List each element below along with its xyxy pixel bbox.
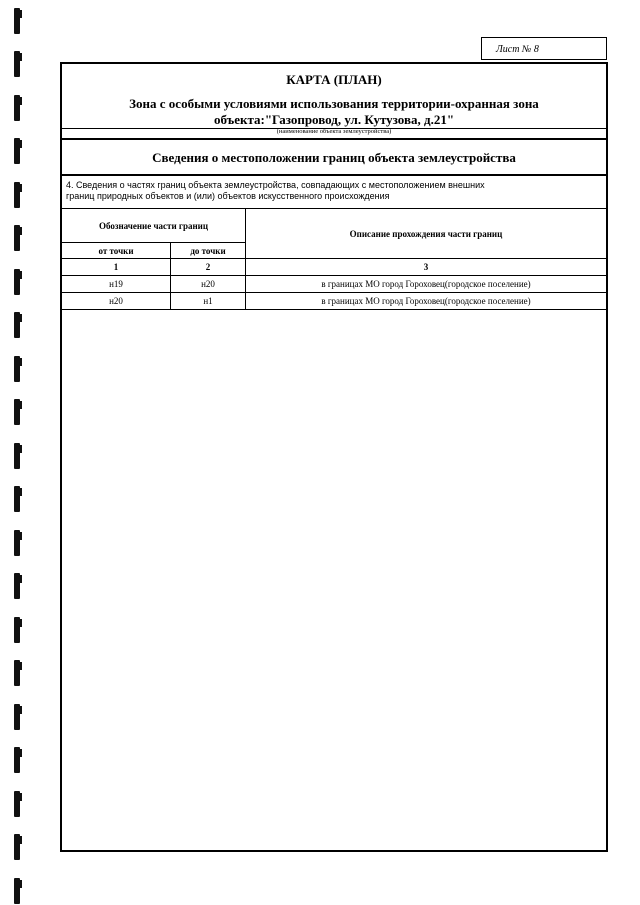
section-note — [66, 180, 586, 202]
table-row — [62, 293, 607, 310]
column-number: 3 — [246, 259, 607, 276]
boundary-table — [61, 208, 607, 310]
cell-to: н1 — [171, 293, 246, 310]
column-number: 2 — [171, 259, 246, 276]
binding-holes — [14, 0, 24, 905]
object-name-line1: Зона с особыми условиями использования территории-охранная зона — [129, 96, 539, 111]
object-caption: (наименование объекта землеустройства) — [276, 128, 392, 135]
map-title: КАРТА (ПЛАН) — [286, 72, 382, 87]
column-number: 1 — [62, 259, 171, 276]
cell-to: н20 — [171, 276, 246, 293]
header-part: Обозначение части границ — [62, 209, 246, 243]
note-line2: границ природных объектов и (или) объектов искусственного происхождения — [66, 191, 390, 201]
object-name-line2: объекта:"Газопровод, ул. Кутузова, д.21" — [213, 112, 455, 127]
cell-description: в границах МО город Гороховец(городское поселение) — [246, 293, 607, 310]
table-row — [62, 276, 607, 293]
object-name — [62, 96, 606, 128]
cell-description: в границах МО город Гороховец(городское поселение) — [246, 276, 607, 293]
header-description: Описание прохождения части границ — [246, 209, 607, 259]
sheet-number: Лист № 8 — [481, 37, 607, 60]
cell-from: н19 — [62, 276, 171, 293]
document-frame — [60, 62, 608, 852]
divider — [62, 174, 606, 176]
header-from: от точки — [62, 243, 171, 259]
note-line1: 4. Сведения о частях границ объекта землеустройства, совпадающих с местоположением внешних — [66, 180, 485, 190]
header-to: до точки — [171, 243, 246, 259]
cell-from: н20 — [62, 293, 171, 310]
divider — [62, 138, 606, 140]
section-title: Сведения о местоположении границ объекта землеустройства — [152, 150, 516, 165]
